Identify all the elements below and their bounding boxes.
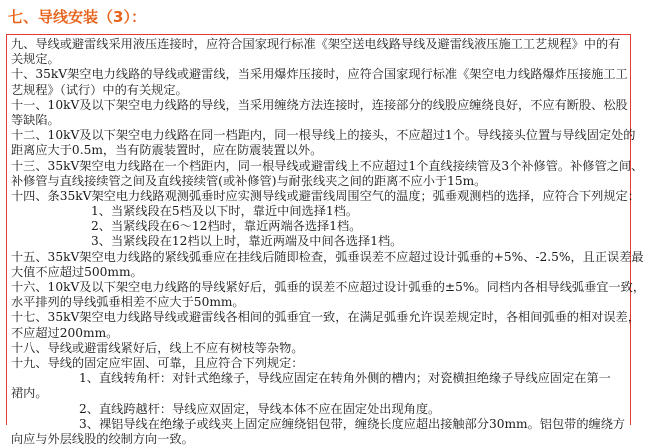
text-line: 3、当紧线段在12档以上时，靠近两端及中间各选择1档。 xyxy=(91,234,403,249)
text-line: 十一、10kV及以下架空电力线路的导线，当采用缠绕方法连接时，连接部分的线股应缠绕良好，不应有断股、松股 xyxy=(11,97,628,112)
text-line: 向应与外层线股的绞制方向一致。 xyxy=(11,431,194,446)
content-frame xyxy=(6,34,645,446)
text-line: 大值不应超过500mm。 xyxy=(11,264,143,279)
text-line: 九、导线或避雷线采用液压连接时，应符合国家现行标准《架空送电线路导线及避雷线液压施工工艺规程》中的有 xyxy=(11,37,621,51)
regulation-text xyxy=(11,37,645,447)
text-line: 十五、35kV架空电力线路的紧线弧垂应在挂线后随即检查，弧垂误差不应超过设计弧垂的+5%、-2.5%，且正误差最 xyxy=(11,249,644,264)
text-line: 3、裸铝导线在绝缘子或线夹上固定应缠绕铝包带，缠绕长度应超出接触部分30mm。铝包带的缠绕方 xyxy=(79,416,626,431)
text-line: 十六、10kV及以下架空电力线路的导线紧好后，弧垂的误差不应超过设计弧垂的±5%。同档内各相导线弧垂宜一致， xyxy=(11,280,645,294)
text-line: 1、直线转角杆：对针式绝缘子，导线应固定在转角外侧的槽内；对瓷横担绝缘子导线应固定在第一 xyxy=(79,371,611,386)
text-line: 不应超过200mm。 xyxy=(11,325,119,340)
text-line: 十七、35kV架空电力线路导线或避雷线各相间的弧垂宜一致，在满足弧垂允许误差规定时，各相间弧垂的相对误差， xyxy=(11,310,640,325)
text-line: 2、直线跨越杆：导线应双固定，导线本体不应在固定处出现角度。 xyxy=(79,401,441,416)
section-heading: 七、导线安装（3）： xyxy=(8,8,146,26)
text-line: 等缺陷。 xyxy=(11,112,60,127)
text-line: 补修管与直线接续管之间及直线接续管(或补修管)与耐张线夹之间的距离不应小于15m。 xyxy=(11,173,487,188)
text-line: 水平排列的导线弧垂相差不应大于50mm。 xyxy=(11,295,245,310)
text-line: 十八、导线或避雷线紧好后，线上不应有树枝等杂物。 xyxy=(11,340,304,355)
text-line: 裙内。 xyxy=(11,386,48,401)
text-line: 2、当紧线段在6～12档时，靠近两端各选择1档。 xyxy=(91,219,362,234)
text-line: 距离应大于0.5m，当有防震装置时，应在防震装置以外。 xyxy=(11,143,323,158)
text-line: 1、当紧线段在5档及以下时，靠近中间选择1档。 xyxy=(91,204,359,219)
text-line: 十四、条35kV架空电力线路观测弧垂时应实测导线或避雷线周围空气的温度；弧垂观测档的选择，应符合下列规定： xyxy=(11,188,640,203)
text-line: 十三、35kV架空电力线路在一个档距内，同一根导线或避雷线上不应超过1个直线接续管及3个补修管。补修管之间、 xyxy=(11,158,644,173)
text-line: 十、35kV架空电力线路的导线或避雷线，当采用爆炸压接时，应符合国家现行标准《架空电力线路爆炸压接施工工 xyxy=(11,67,628,82)
text-line: 艺规程》（试行）中的有关规定。 xyxy=(11,82,188,97)
text-line: 十二、10kV及以下架空电力线路在同一档距内，同一根导线上的接头，不应超过1个。导线接头位置与导线固定处的 xyxy=(11,128,636,143)
text-line: 十九、导线的固定应牢固、可靠，且应符合下列规定： xyxy=(11,355,304,370)
text-line: 关规定。 xyxy=(11,52,60,67)
